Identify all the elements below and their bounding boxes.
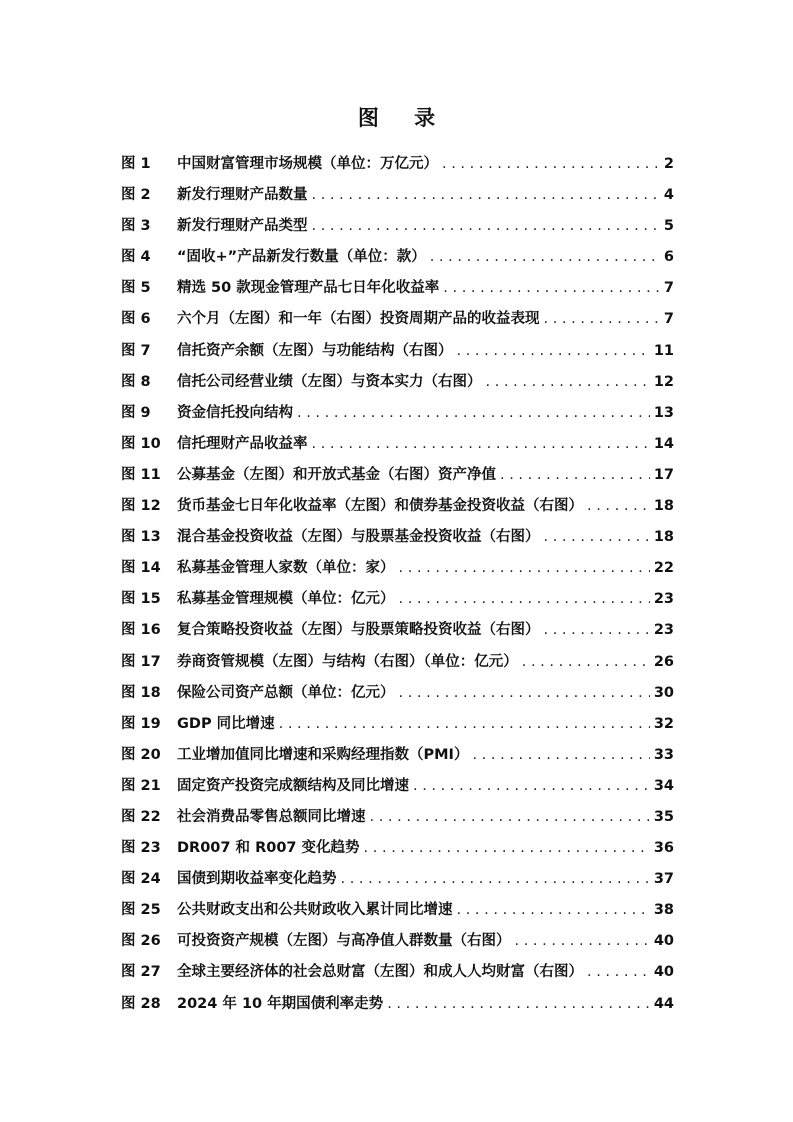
figure-label: 图 18 — [121, 684, 161, 701]
dot-leader — [312, 431, 650, 457]
page-number: 37 — [653, 871, 674, 888]
figure-label: 图 25 — [121, 902, 161, 919]
toc-entry[interactable] — [121, 711, 674, 742]
figure-label: 图 21 — [121, 777, 161, 794]
figure-title: GDP 同比增速 — [177, 715, 275, 732]
dot-leader — [341, 866, 650, 892]
toc-entry[interactable] — [121, 400, 674, 431]
figure-label: 图 28 — [121, 995, 161, 1012]
figure-label: 图 13 — [121, 529, 161, 546]
dot-leader — [279, 711, 650, 737]
toc-entry[interactable] — [121, 431, 674, 462]
dot-leader — [399, 680, 650, 706]
figure-label: 图 9 — [121, 404, 151, 421]
dot-leader — [515, 928, 650, 954]
figure-title: 新发行理财产品数量 — [177, 187, 308, 204]
dot-leader — [587, 493, 650, 519]
figure-title: 2024 年 10 年期国债利率走势 — [177, 995, 384, 1012]
dot-leader — [297, 400, 650, 426]
figure-label: 图 1 — [121, 156, 151, 172]
page-number: 4 — [663, 187, 674, 204]
toc-entry[interactable] — [121, 338, 674, 369]
page-number: 23 — [653, 591, 674, 608]
dot-leader — [312, 182, 660, 208]
figure-label: 图 19 — [121, 715, 161, 732]
page-number: 11 — [653, 342, 674, 359]
toc-entry[interactable] — [121, 835, 674, 866]
figure-label: 图 7 — [121, 342, 151, 359]
page-number: 33 — [653, 746, 674, 763]
figure-title: 国债到期收益率变化趋势 — [177, 871, 337, 888]
dot-leader — [442, 151, 660, 177]
figure-title: 公共财政支出和公共财政收入累计同比增速 — [177, 902, 453, 919]
page-number: 38 — [653, 902, 674, 919]
toc-entry[interactable] — [121, 462, 674, 493]
figure-list — [121, 151, 674, 1022]
page-number: 40 — [653, 964, 674, 981]
figure-label: 图 4 — [121, 249, 151, 266]
toc-entry[interactable] — [121, 773, 674, 804]
page-number: 7 — [663, 280, 674, 297]
figure-title: 可投资资产规模（左图）与高净值人群数量（右图） — [177, 933, 511, 950]
toc-entry[interactable] — [121, 991, 674, 1022]
figure-label: 图 3 — [121, 218, 151, 235]
figure-title: 信托公司经营业绩（左图）与资本实力（右图） — [177, 373, 482, 390]
toc-entry[interactable] — [121, 649, 674, 680]
figure-title: 保险公司资产总额（单位：亿元） — [177, 684, 395, 701]
dot-leader — [457, 897, 650, 923]
figure-label: 图 11 — [121, 466, 161, 483]
figure-label: 图 15 — [121, 591, 161, 608]
dot-leader — [544, 306, 660, 332]
dot-leader — [413, 773, 650, 799]
figure-title: 工业增加值同比增速和采购经理指数（PMI） — [177, 746, 469, 763]
dot-leader — [387, 991, 650, 1017]
dot-leader — [544, 617, 650, 643]
figure-label: 图 20 — [121, 746, 161, 763]
figure-label: 图 14 — [121, 560, 161, 577]
figure-label: 图 2 — [121, 187, 151, 204]
page-number: 40 — [653, 933, 674, 950]
figure-title: 社会消费品零售总额同比增速 — [177, 808, 366, 825]
figure-title: 私募基金管理规模（单位：亿元） — [177, 591, 395, 608]
toc-entry[interactable] — [121, 369, 674, 400]
page-number: 7 — [663, 311, 674, 328]
dot-leader — [544, 524, 650, 550]
page-number: 34 — [653, 777, 674, 794]
page-number: 36 — [653, 840, 674, 857]
toc-entry[interactable] — [121, 151, 674, 182]
figure-title: 私募基金管理人家数（单位：家） — [177, 560, 395, 577]
toc-entry[interactable] — [121, 306, 674, 337]
figure-title: 精选 50 款现金管理产品七日年化收益率 — [177, 280, 440, 297]
figure-title: 券商资管规模（左图）与结构（右图）（单位：亿元） — [177, 653, 518, 670]
page-number: 23 — [653, 622, 674, 639]
figure-label: 图 8 — [121, 373, 151, 390]
toc-entry[interactable] — [121, 897, 674, 928]
figure-label: 图 22 — [121, 808, 161, 825]
figure-label: 图 5 — [121, 280, 151, 297]
figure-title: 新发行理财产品类型 — [177, 218, 308, 235]
figure-label: 图 23 — [121, 840, 161, 857]
figure-label: 图 6 — [121, 311, 151, 328]
toc-entry[interactable] — [121, 928, 674, 959]
dot-leader — [399, 555, 650, 581]
figure-title: 公募基金（左图）和开放式基金（右图）资产净值 — [177, 466, 496, 483]
figure-label: 图 12 — [121, 498, 161, 515]
figure-title: “固收+”产品新发行数量（单位：款） — [177, 249, 426, 266]
figure-label: 图 16 — [121, 622, 161, 639]
figure-title: 混合基金投资收益（左图）与股票基金投资收益（右图） — [177, 529, 540, 546]
dot-leader — [430, 244, 660, 270]
toc-entry[interactable] — [121, 680, 674, 711]
page-number: 17 — [653, 466, 674, 483]
page-number: 32 — [653, 715, 674, 732]
dot-leader — [443, 275, 660, 301]
figure-title: 中国财富管理市场规模（单位：万亿元） — [177, 156, 438, 172]
figure-label: 图 27 — [121, 964, 161, 981]
toc-entry[interactable] — [121, 524, 674, 555]
page-number: 2 — [663, 156, 674, 172]
toc-entry[interactable] — [121, 804, 674, 835]
figure-title: 固定资产投资完成额结构及同比增速 — [177, 777, 409, 794]
figure-title: 六个月（左图）和一年（右图）投资周期产品的收益表现 — [177, 311, 540, 328]
dot-leader — [399, 586, 650, 612]
figure-title: 复合策略投资收益（左图）与股票策略投资收益（右图） — [177, 622, 540, 639]
figure-label: 图 10 — [121, 435, 161, 452]
figure-label: 图 26 — [121, 933, 161, 950]
page-number: 13 — [653, 404, 674, 421]
figure-title: 全球主要经济体的社会总财富（左图）和成人人均财富（右图） — [177, 964, 583, 981]
dot-leader — [486, 369, 650, 395]
page-number: 5 — [663, 218, 674, 235]
page-number: 12 — [653, 373, 674, 390]
dot-leader — [312, 213, 660, 239]
figure-title: 信托资产余额（左图）与功能结构（右图） — [177, 342, 453, 359]
dot-leader — [500, 462, 650, 488]
dot-leader — [370, 804, 650, 830]
page-number: 35 — [653, 808, 674, 825]
figure-title: 资金信托投向结构 — [177, 404, 293, 421]
dot-leader — [457, 338, 650, 364]
page-number: 6 — [663, 249, 674, 266]
dot-leader — [587, 959, 650, 985]
toc-entry[interactable] — [121, 182, 674, 213]
toc-entry[interactable] — [121, 742, 674, 773]
toc-entry[interactable] — [121, 617, 674, 648]
page-number: 26 — [653, 653, 674, 670]
toc-entry[interactable] — [121, 244, 674, 275]
figure-title: 货币基金七日年化收益率（左图）和债券基金投资收益（右图） — [177, 498, 583, 515]
page-number: 18 — [653, 498, 674, 515]
toc-entry[interactable] — [121, 555, 674, 586]
page-number: 14 — [653, 435, 674, 452]
toc-entry[interactable] — [121, 213, 674, 244]
page-title: 图 录 — [357, 106, 450, 130]
figure-title: 信托理财产品收益率 — [177, 435, 308, 452]
page-number: 18 — [653, 529, 674, 546]
figure-title: DR007 和 R007 变化趋势 — [177, 840, 360, 857]
dot-leader — [364, 835, 650, 861]
toc-entry[interactable] — [121, 275, 674, 306]
dot-leader — [472, 742, 649, 768]
toc-entry[interactable] — [121, 493, 674, 524]
page-number: 22 — [653, 560, 674, 577]
dot-leader — [522, 649, 650, 675]
page-number: 44 — [653, 995, 674, 1012]
toc-entry[interactable] — [121, 866, 674, 897]
toc-entry[interactable] — [121, 959, 674, 990]
figure-label: 图 17 — [121, 653, 161, 670]
page-number: 30 — [653, 684, 674, 701]
toc-entry[interactable] — [121, 586, 674, 617]
figure-label: 图 24 — [121, 871, 161, 888]
